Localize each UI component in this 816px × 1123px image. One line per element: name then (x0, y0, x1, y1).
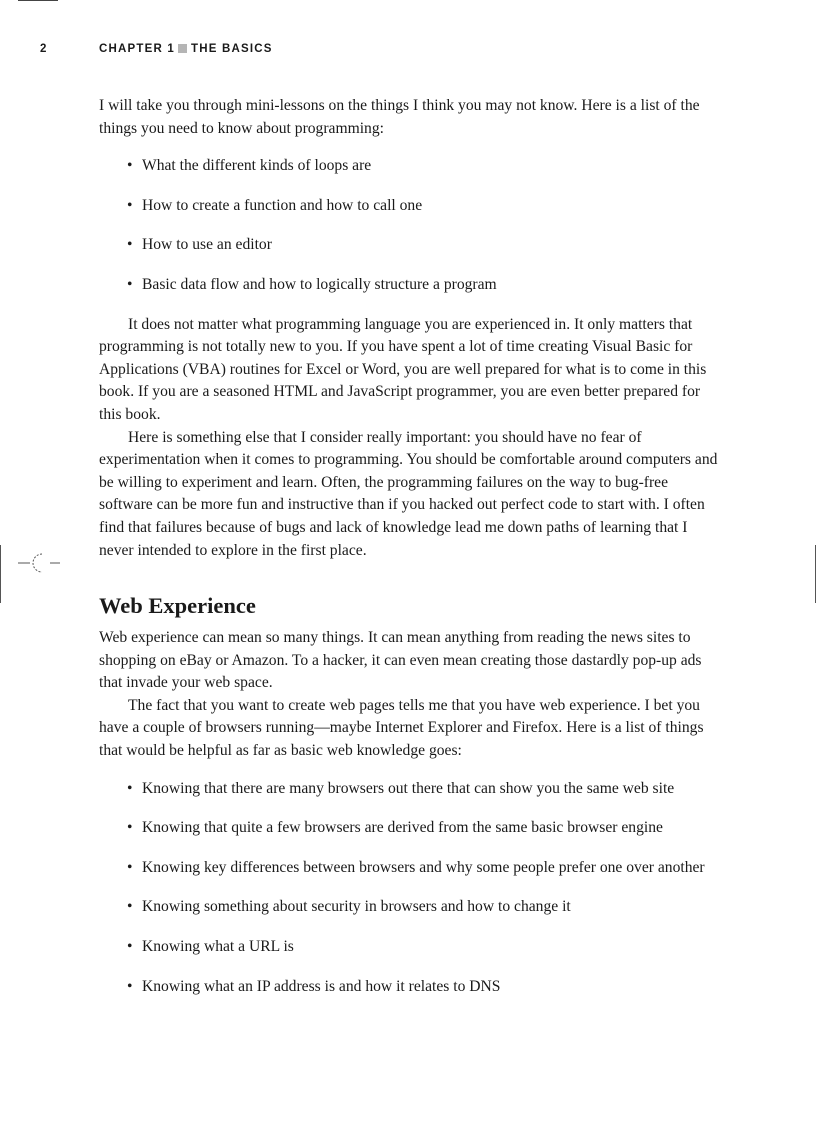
bullet-icon: • (127, 779, 133, 797)
list-item-text: Knowing key differences between browsers and why some people prefer one over another (142, 858, 705, 876)
list-item-text: How to use an editor (142, 236, 272, 254)
bullet-icon: • (127, 977, 133, 995)
separator-square-icon (178, 44, 187, 53)
web-knowledge-list (99, 778, 719, 999)
list-item-text: Knowing that quite a few browsers are derived from the same basic browser engine (142, 819, 663, 837)
registration-mark-icon (18, 551, 62, 575)
list-item (99, 857, 719, 880)
list-item-text: Knowing what a URL is (142, 938, 294, 956)
body-paragraph: It does not matter what programming language you are experienced in. It only matters that programming is not totally new to you. If you have spent a lot of time creating Visual Basic for Applications (VBA) routines for Excel or Word, you are well prepared for what is to come in this book. If you are a seasoned HTML and JavaScript programmer, you are even better prepared for this book. (99, 315, 707, 423)
list-item (99, 817, 719, 840)
bullet-icon: • (127, 275, 133, 293)
list-item (99, 896, 719, 919)
list-item (99, 778, 719, 801)
page-body (99, 95, 719, 1015)
crop-line-left (0, 545, 1, 603)
bullet-icon: • (127, 819, 133, 837)
list-item (99, 195, 719, 218)
bullet-icon: • (127, 157, 133, 175)
chapter-label: CHAPTER 1 (99, 43, 175, 55)
crop-mark-top (18, 0, 58, 1)
bullet-icon: • (127, 938, 133, 956)
list-item-text: How to create a function and how to call one (142, 196, 423, 214)
list-item (99, 155, 719, 178)
body-paragraph: Here is something else that I consider really important: you should have no fear of experimentation when it comes to programming. You should be comfortable around computers and be willing to experiment and learn. Often, the programming failures on the way to bug-free software can be more fun and instructive than if you hacked out perfect code to start with. I often find that failures because of bugs and lack of knowledge lead me down paths of learning that I never intended to explore in the first place. (99, 428, 718, 559)
list-item (99, 936, 719, 959)
bullet-icon: • (127, 858, 133, 876)
list-item-text: What the different kinds of loops are (142, 157, 372, 175)
list-item-text: Knowing that there are many browsers out there that can show you the same web site (142, 779, 675, 797)
chapter-heading (99, 43, 273, 55)
bullet-icon: • (127, 196, 133, 214)
list-item (99, 234, 719, 257)
list-item (99, 976, 719, 999)
section-intro-paragraph: Web experience can mean so many things. It can mean anything from reading the news sites to shopping on eBay or Amazon. To a hacker, it can even mean creating those dastardly pop-up ads that invade your web space. (99, 629, 702, 692)
page-number: 2 (40, 43, 48, 55)
body-paragraph: The fact that you want to create web pages tells me that you have web experience. I bet you have a couple of browsers running—maybe Internet Explorer and Firefox. Here is a list of things that would be helpful as far as basic web knowledge goes: (99, 696, 704, 760)
intro-paragraph: I will take you through mini-lessons on the things I think you may not know. Here is a list of the things you need to know about programming: (99, 97, 700, 137)
list-item-text: Knowing something about security in browsers and how to change it (142, 898, 571, 916)
list-item (99, 274, 719, 297)
programming-list (99, 155, 719, 296)
section-heading: Web Experience (99, 593, 256, 619)
chapter-title: THE BASICS (190, 43, 273, 55)
list-item-text: Basic data flow and how to logically structure a program (142, 275, 497, 293)
bullet-icon: • (127, 898, 133, 916)
list-item-text: Knowing what an IP address is and how it relates to DNS (142, 977, 501, 995)
bullet-icon: • (127, 236, 133, 254)
